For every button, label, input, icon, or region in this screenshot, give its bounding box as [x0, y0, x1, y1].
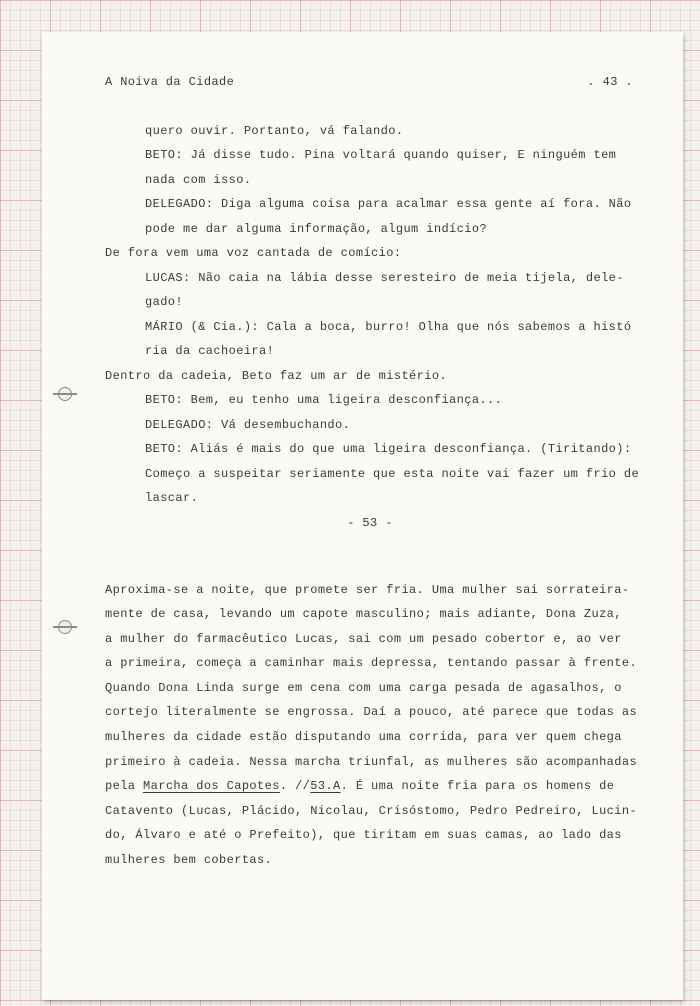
text-line: Catavento (Lucas, Plácido, Nicolau, Crisóstomo, Pedro Pedreiro, Lucin- [105, 803, 638, 818]
text-line: BETO: Bem, eu tenho uma ligeira desconfiança... [145, 393, 503, 407]
text-line: do, Álvaro e até o Prefeito), que tiritam em suas camas, ao lado das [105, 828, 622, 843]
stage-direction-line: De fora vem uma voz cantada de comício: [105, 246, 402, 260]
text-segment: . // [279, 779, 311, 794]
music-cue: 53.A [310, 779, 341, 794]
scene-number: - 53 - [347, 515, 393, 530]
text-line: mulheres da cidade estão disputando uma corrida, para ver quem chega [105, 730, 622, 745]
text-line [105, 774, 635, 799]
punch-hole-top [58, 387, 72, 401]
document-title: A Noiva da Cidade [105, 75, 235, 89]
text-line: gado! [145, 295, 184, 309]
text-line: a mulher do farmacêutico Lucas, sai com um pesado cobertor e, ao ver [105, 631, 622, 646]
text-line: mulheres bem cobertas. [105, 853, 273, 868]
scene-description [105, 578, 638, 873]
text-line: lascar. [145, 491, 199, 505]
text-line: nada com isso. [145, 172, 252, 187]
stage-direction-line: Dentro da cadeia, Beto faz um ar de mistério. [105, 368, 448, 383]
text-line: Começo a suspeitar seriamente que esta noite vai fazer um frio de [145, 466, 640, 481]
text-line: mente de casa, levando um capote masculino; mais adiante, Dona Zuza, [105, 607, 622, 622]
text-line: cortejo literalmente se engrossa. Daí a pouco, até parece que todas as [105, 705, 638, 720]
text-line: LUCAS: Não caia na lábia desse seresteiro de meia tijela, dele- [145, 270, 624, 285]
text-line: Aproxima-se a noite, que promete ser fria. Uma mulher sai sorrateira- [105, 582, 630, 597]
text-line: a primeira, começa a caminhar mais depressa, tentando passar à frente. [105, 656, 638, 671]
page-number: . 43 . [587, 75, 633, 89]
punch-hole-bottom [58, 620, 72, 634]
text-line: quero ouvir. Portanto, vá falando. [145, 123, 404, 138]
page-text [105, 70, 640, 873]
text-line: ria da cachoeira! [145, 344, 275, 358]
text-line: BETO: Já disse tudo. Pina voltará quando quiser, E ninguém tem [145, 148, 617, 162]
text-line: Quando Dona Linda surge em cena com uma carga pesada de agasalhos, o [105, 680, 622, 695]
text-line: pode me dar alguma informação, algum indício? [145, 221, 488, 236]
text-line: DELEGADO: Diga alguma coisa para acalmar essa gente aí fora. Não [145, 197, 632, 211]
music-title: Marcha dos Capotes [143, 779, 280, 794]
text-segment: . É uma noite fria para os homens de [340, 779, 615, 794]
text-segment: pela [105, 779, 144, 794]
page-header [105, 70, 635, 94]
text-line: DELEGADO: Vá desembuchando. [145, 417, 351, 432]
text-line: primeiro à cadeia. Nessa marcha triunfal, as mulheres são acompanhadas [105, 754, 638, 769]
text-line: MÁRIO (& Cia.): Cala a boca, burro! Olha que nós sabemos a histó [145, 319, 632, 334]
text-line: BETO: Aliás é mais do que uma ligeira desconfiança. (Tiritando): [145, 442, 632, 456]
